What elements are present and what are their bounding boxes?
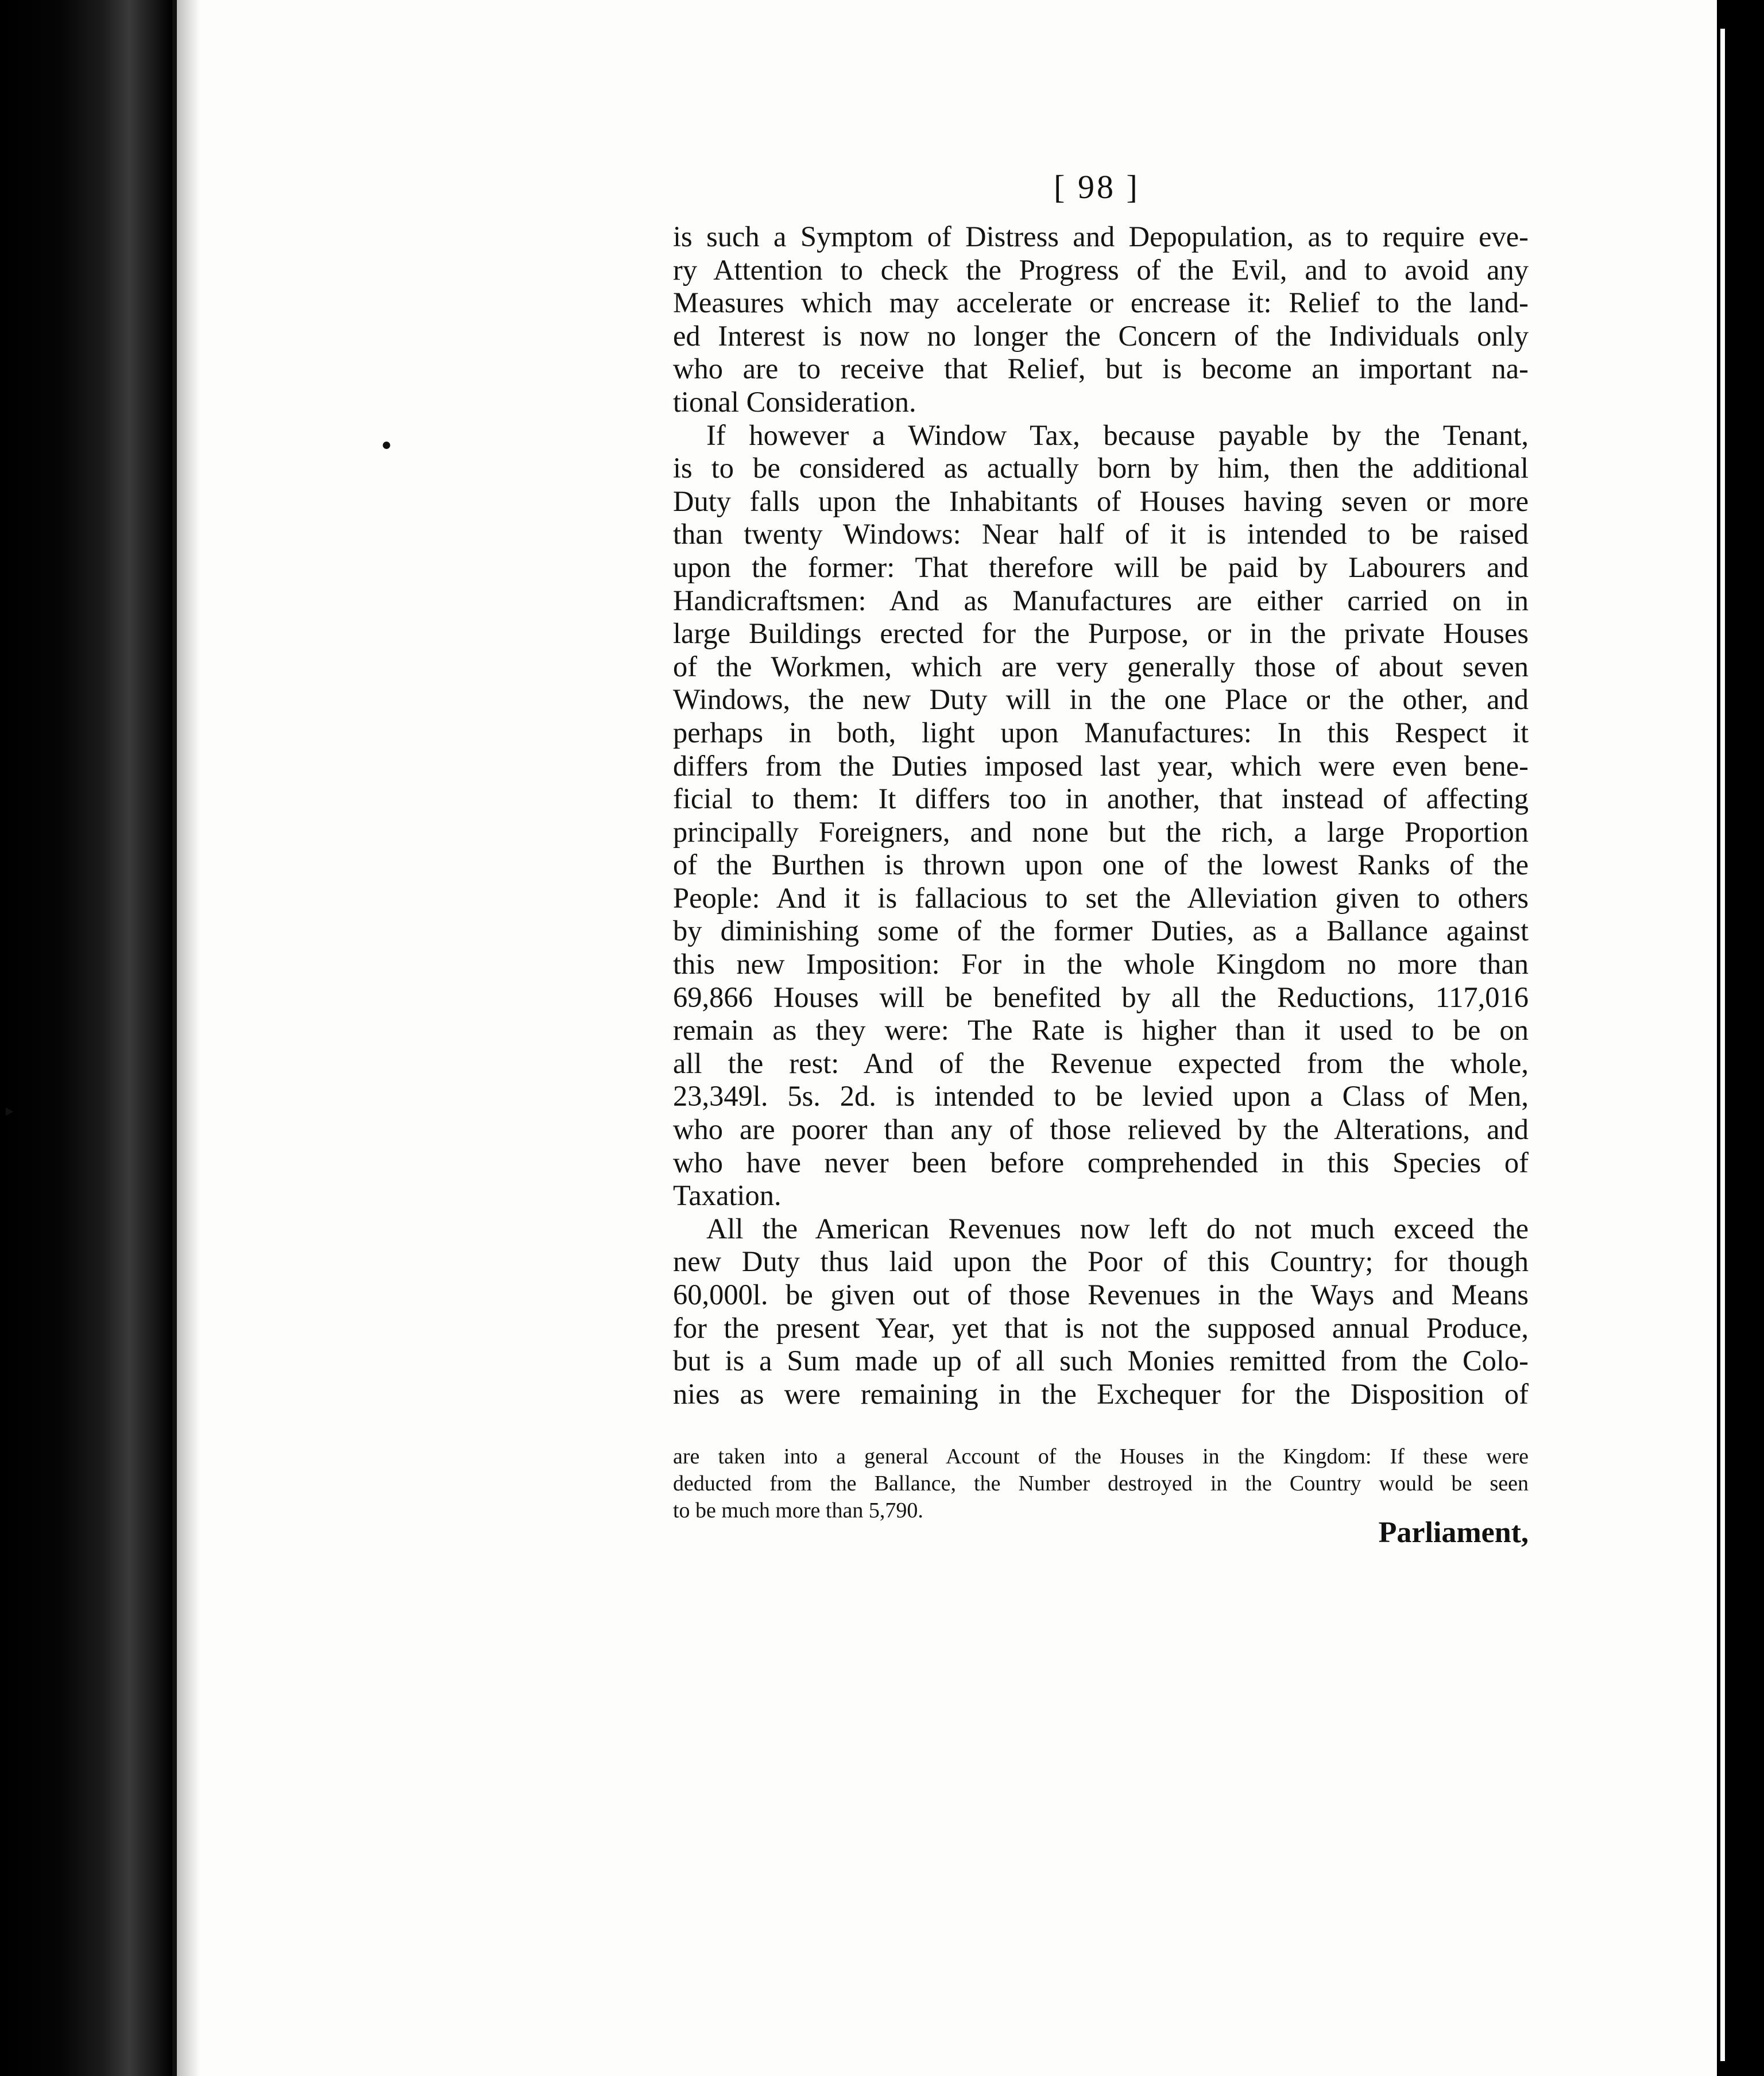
text-line: ry Attention to check the Progress of the Evil, and to avoid any <box>673 253 1529 286</box>
text-line: large Buildings erected for the Purpose, or in the private Houses <box>673 617 1529 650</box>
text-line: all the rest: And of the Revenue expected from the whole, <box>673 1047 1529 1079</box>
text-line: for the present Year, yet that is not the supposed annual Produce, <box>673 1311 1529 1344</box>
text-line: is such a Symptom of Distress and Depopulation, as to require eve- <box>673 220 1529 253</box>
body-text <box>673 220 1529 1411</box>
text-line: All the American Revenues now left do not much exceed the <box>706 1212 1529 1245</box>
text-line: 60,000l. be given out of those Revenues in the Ways and Means <box>673 1279 1529 1311</box>
text-line: this new Imposition: For in the whole Kingdom no more than <box>673 948 1529 981</box>
text-line: but is a Sum made up of all such Monies remitted from the Colo- <box>673 1345 1529 1377</box>
text-line: than twenty Windows: Near half of it is intended to be raised <box>673 518 1529 551</box>
text-line: remain as they were: The Rate is higher than it used to be on <box>673 1014 1529 1047</box>
margin-mark: ● <box>381 435 392 454</box>
book-gutter <box>0 0 172 2076</box>
footnote-line: deducted from the Ballance, the Number destroyed in the Country would be seen <box>673 1471 1529 1496</box>
page-shadow <box>177 0 200 2076</box>
catchword: Parliament, <box>1378 1516 1529 1549</box>
text-line: People: And it is fallacious to set the Alleviation given to others <box>673 881 1529 914</box>
page-number: [ 98 ] <box>1054 168 1140 206</box>
text-line: upon the former: That therefore will be paid by Labourers and <box>673 551 1529 583</box>
text-line: of the Workmen, which are very generally those of about seven <box>673 650 1529 683</box>
text-line: who have never been before comprehended in this Species of <box>673 1146 1529 1179</box>
text-line: Taxation. <box>673 1179 782 1212</box>
text-line: If however a Window Tax, because payable by the Tenant, <box>706 419 1529 451</box>
text-line: Handicraftsmen: And as Manufactures are either carried on in <box>673 584 1529 617</box>
text-line: differs from the Duties imposed last year, which were even bene- <box>673 749 1529 782</box>
footnote <box>673 1443 1529 1524</box>
text-line: ed Interest is now no longer the Concern of the Individuals only <box>673 319 1529 352</box>
text-line: 69,866 Houses will be benefited by all the Reductions, 117,016 <box>673 981 1529 1013</box>
text-line: ficial to them: It differs too in another, that instead of affecting <box>673 783 1529 815</box>
text-line: principally Foreigners, and none but the rich, a large Proportion <box>673 815 1529 848</box>
text-line: perhaps in both, light upon Manufactures: In this Respect it <box>673 716 1529 749</box>
text-line: Windows, the new Duty will in the one Place or the other, and <box>673 683 1529 716</box>
text-line: who are poorer than any of those relieved by the Alterations, and <box>673 1113 1529 1146</box>
footnote-line: are taken into a general Account of the Houses in the Kingdom: If these were <box>673 1444 1529 1469</box>
text-line: Duty falls upon the Inhabitants of Houses having seven or more <box>673 485 1529 517</box>
text-line: of the Burthen is thrown upon one of the lowest Ranks of the <box>673 849 1529 881</box>
text-line: new Duty thus laid upon the Poor of this Country; for though <box>673 1245 1529 1278</box>
text-line: by diminishing some of the former Duties, as a Ballance against <box>673 915 1529 947</box>
footnote-line: to be much more than 5,790. <box>673 1498 923 1523</box>
text-line: who are to receive that Relief, but is become an important na- <box>673 353 1529 385</box>
text-line: nies as were remaining in the Exchequer for the Disposition of <box>673 1377 1529 1410</box>
margin-mark: ▶ <box>6 1105 14 1117</box>
text-line: is to be considered as actually born by him, then the additional <box>673 452 1529 485</box>
next-page-strip <box>1720 29 1725 2061</box>
text-line: tional Consideration. <box>673 385 916 418</box>
text-line: Measures which may accelerate or encrease it: Relief to the land- <box>673 286 1529 319</box>
text-line: 23,349l. 5s. 2d. is intended to be levied upon a Class of Men, <box>673 1080 1529 1113</box>
